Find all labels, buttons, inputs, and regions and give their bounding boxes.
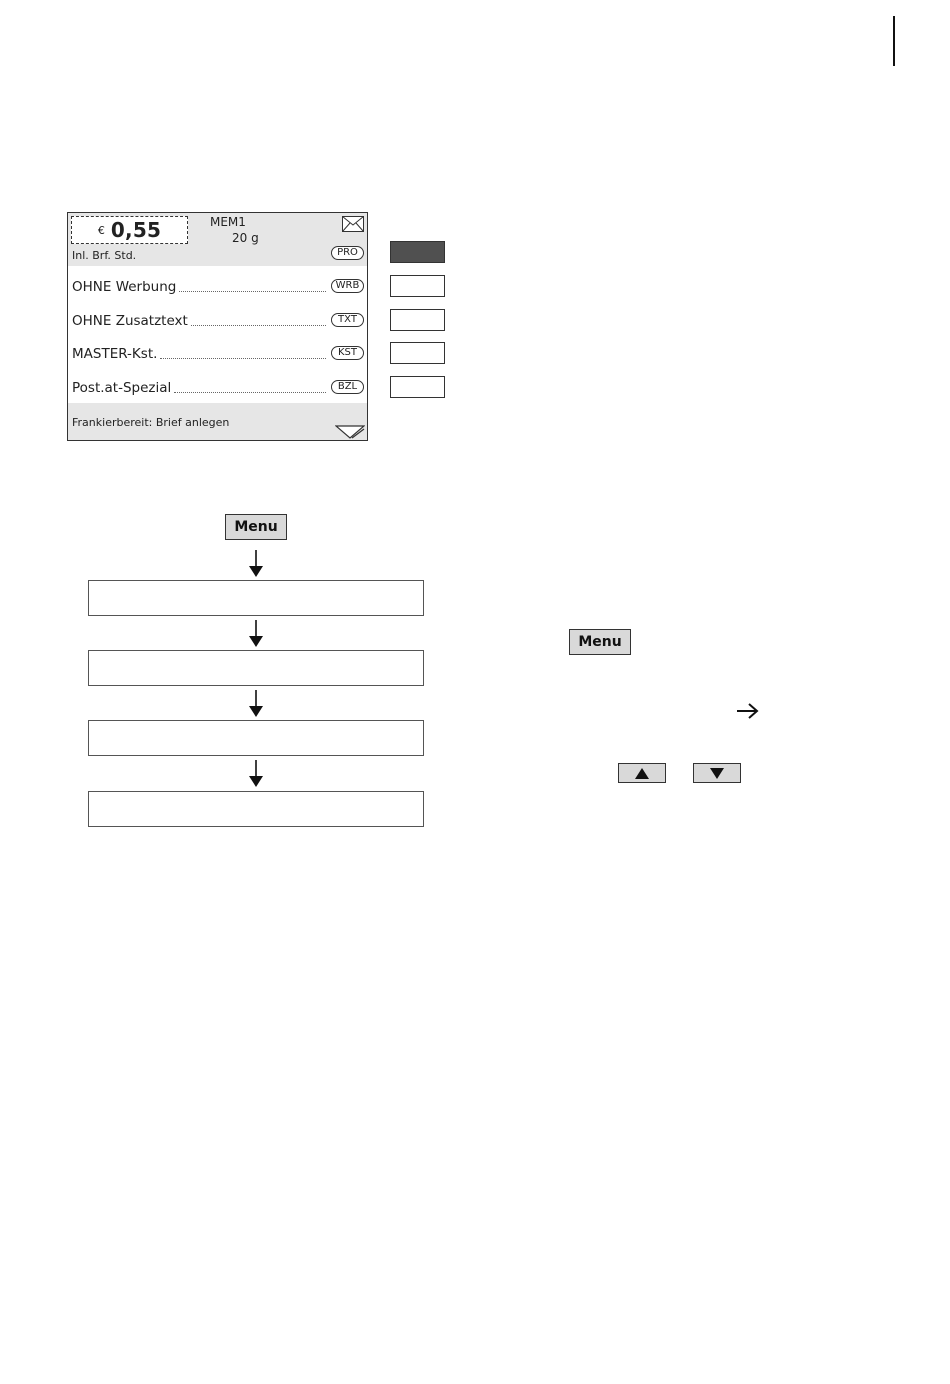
tag-txt: TXT bbox=[331, 313, 364, 327]
flow-step-2 bbox=[88, 650, 424, 686]
menu-row-werbung bbox=[72, 278, 328, 296]
down-arrow-icon bbox=[249, 690, 263, 718]
menu-row-zusatztext bbox=[72, 312, 328, 330]
row-label: MASTER-Kst. bbox=[72, 346, 158, 362]
tag-pro: PRO bbox=[331, 246, 364, 260]
flow-step-4 bbox=[88, 791, 424, 827]
flow-step-1 bbox=[88, 580, 424, 616]
arrow-up-icon bbox=[635, 768, 649, 779]
menu-key-instruction[interactable]: Menu bbox=[569, 629, 631, 655]
side-key-pro[interactable] bbox=[390, 241, 445, 263]
down-arrow-icon bbox=[249, 620, 263, 648]
menu-row-kostenstelle bbox=[72, 345, 328, 363]
tag-kst: KST bbox=[331, 346, 364, 360]
dot-leader bbox=[160, 349, 326, 359]
right-arrow-icon bbox=[736, 702, 760, 720]
flow-step-3 bbox=[88, 720, 424, 756]
menu-key[interactable]: Menu bbox=[225, 514, 287, 540]
dot-leader bbox=[174, 383, 326, 393]
dot-leader bbox=[191, 316, 326, 326]
arrow-up-key[interactable] bbox=[618, 763, 666, 783]
down-arrow-icon bbox=[249, 550, 263, 578]
memory-label: MEM1 bbox=[210, 215, 246, 229]
weight-label: 20 g bbox=[232, 231, 259, 245]
row-label: OHNE Werbung bbox=[72, 279, 177, 295]
down-arrow-icon bbox=[249, 760, 263, 788]
price-value: 0,55 bbox=[110, 218, 162, 242]
side-key-kst[interactable] bbox=[390, 342, 445, 364]
tag-bzl: BZL bbox=[331, 380, 364, 394]
arrow-down-icon bbox=[710, 768, 724, 779]
frankier-display bbox=[67, 212, 368, 441]
side-key-wrb[interactable] bbox=[390, 275, 445, 297]
page-margin-rule bbox=[893, 16, 895, 66]
product-label: Inl. Brf. Std. bbox=[72, 249, 137, 262]
envelope-icon bbox=[342, 216, 364, 232]
triangle-down-icon bbox=[335, 425, 365, 439]
display-header bbox=[68, 213, 367, 266]
status-text: Frankierbereit: Brief anlegen bbox=[72, 416, 230, 429]
price-currency: € bbox=[97, 223, 105, 237]
menu-row-spezial bbox=[72, 379, 328, 397]
price-box bbox=[71, 216, 188, 244]
row-label: Post.at-Spezial bbox=[72, 380, 172, 396]
dot-leader bbox=[179, 282, 326, 292]
tag-wrb: WRB bbox=[331, 279, 364, 293]
arrow-down-key[interactable] bbox=[693, 763, 741, 783]
side-key-bzl[interactable] bbox=[390, 376, 445, 398]
row-label: OHNE Zusatztext bbox=[72, 313, 188, 329]
side-key-txt[interactable] bbox=[390, 309, 445, 331]
display-footer bbox=[68, 403, 367, 440]
